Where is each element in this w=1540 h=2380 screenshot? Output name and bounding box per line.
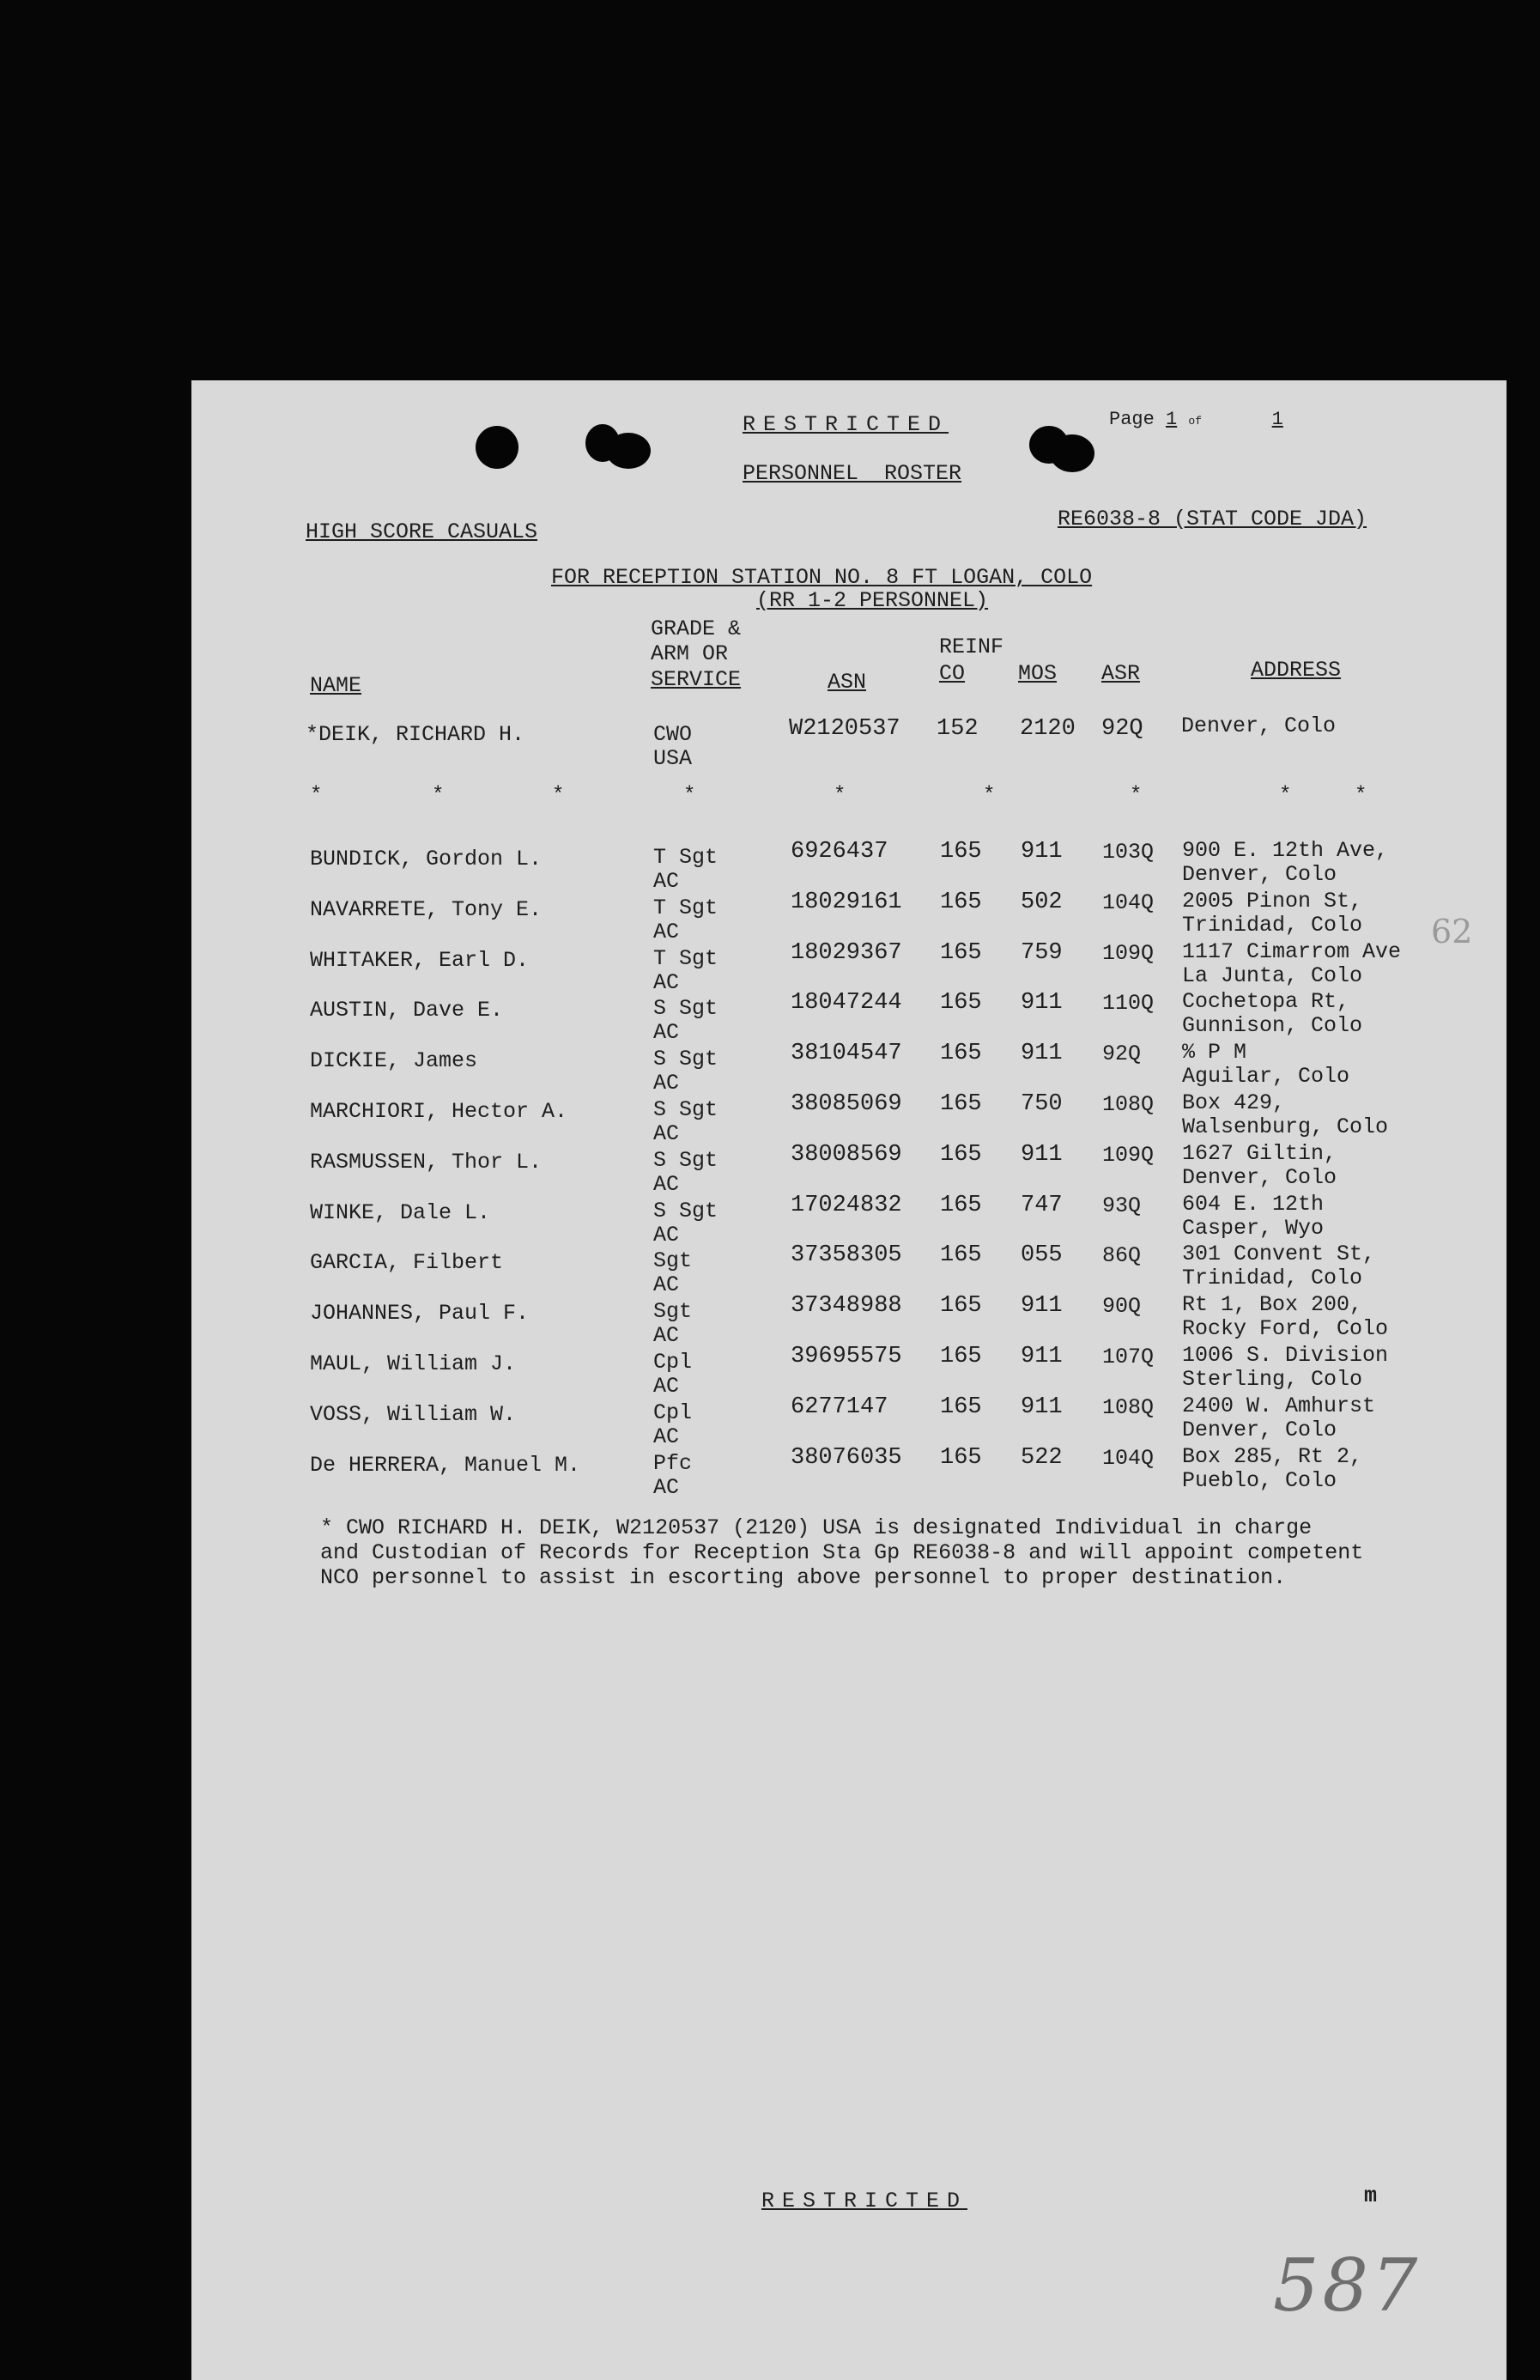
personnel-row	[191, 1140, 1507, 1198]
person-name: WHITAKER, Earl D.	[310, 947, 530, 973]
person-address-line-2: Trinidad, Colo	[1182, 912, 1363, 938]
person-grade: T Sgt	[653, 945, 718, 971]
classification-top: RESTRICTED	[743, 412, 949, 437]
person-grade: S Sgt	[653, 1147, 718, 1173]
person-address-line-2: Rocky Ford, Colo	[1182, 1316, 1389, 1342]
person-address-line-1: 1117 Cimarrom Ave	[1182, 938, 1402, 964]
person-asn: 6277147	[791, 1393, 888, 1420]
person-grade: Cpl	[653, 1350, 693, 1375]
person-grade: Cpl	[653, 1399, 693, 1425]
person-grade: T Sgt	[653, 845, 718, 870]
person-grade: S Sgt	[653, 996, 718, 1022]
person-address-line-2: Gunnison, Colo	[1182, 1013, 1363, 1039]
person-co: 165	[940, 1192, 982, 1218]
person-asr: 90Q	[1102, 1294, 1142, 1320]
person-mos: 911	[1021, 1293, 1063, 1320]
archive-number: 587	[1273, 2243, 1422, 2328]
page-indicator	[1109, 408, 1342, 434]
group-name: HIGH SCORE CASUALS	[306, 519, 538, 544]
group-code: RE6038-8 (STAT CODE JDA)	[1058, 507, 1367, 531]
person-address-line-2: Denver, Colo	[1182, 862, 1337, 887]
person-address-line-1: 301 Convent St,	[1182, 1242, 1376, 1267]
person-name: MAUL, William J.	[310, 1351, 517, 1376]
person-address-line-2: Denver, Colo	[1182, 1164, 1337, 1190]
person-mos: 911	[1021, 1393, 1063, 1420]
person-address-line-1: Cochetopa Rt,	[1182, 989, 1350, 1015]
person-address-line-2: Pueblo, Colo	[1182, 1467, 1337, 1493]
person-name: AUSTIN, Dave E.	[310, 998, 504, 1023]
officer-asr: 92Q	[1101, 716, 1143, 742]
officer-name: *DEIK, RICHARD H.	[306, 722, 525, 747]
page-number: 1	[1166, 409, 1178, 430]
person-mos: 055	[1021, 1242, 1063, 1269]
col-header-mos: MOS	[1018, 661, 1058, 686]
person-asr: 104Q	[1102, 1445, 1155, 1471]
person-asn: 38085069	[791, 1091, 902, 1117]
person-address-line-2: Casper, Wyo	[1182, 1215, 1325, 1241]
separator-star: *	[1279, 784, 1292, 807]
person-name: MARCHIORI, Hector A.	[310, 1099, 568, 1124]
person-address-line-2: Walsenburg, Colo	[1182, 1114, 1389, 1139]
person-address-line-1: Box 429,	[1182, 1090, 1286, 1115]
person-grade: Sgt	[653, 1248, 693, 1274]
person-branch: AC	[653, 869, 680, 894]
separator-star: *	[310, 784, 323, 807]
col-header-co: CO	[939, 661, 966, 686]
col-header-reinf: REINF	[939, 634, 1004, 659]
person-name: GARCIA, Filbert	[310, 1250, 504, 1276]
person-name: De HERRERA, Manuel M.	[310, 1452, 581, 1478]
col-header-grade-l3: SERVICE	[651, 667, 742, 692]
person-asr: 109Q	[1102, 1142, 1155, 1168]
person-asr: 104Q	[1102, 889, 1155, 915]
person-asn: 18029161	[791, 889, 902, 915]
person-asn: 37348988	[791, 1293, 902, 1320]
person-asr: 86Q	[1102, 1243, 1142, 1269]
separator-star: *	[1355, 784, 1367, 807]
person-asr: 92Q	[1102, 1041, 1142, 1067]
col-header-address: ADDRESS	[1251, 658, 1342, 683]
col-header-name: NAME	[310, 673, 362, 698]
margin-number: 62	[1431, 913, 1473, 950]
footnote-line-2: and Custodian of Records for Reception Sta Gp RE6038-8 and will appoint competent	[320, 1540, 1364, 1565]
person-asn: 6926437	[791, 839, 888, 865]
person-asn: 39695575	[791, 1344, 902, 1369]
person-co: 165	[940, 1344, 982, 1369]
officer-address: Denver, Colo	[1181, 713, 1337, 738]
person-co: 165	[940, 889, 982, 915]
person-mos: 759	[1021, 939, 1063, 966]
person-name: BUNDICK, Gordon L.	[310, 847, 543, 871]
person-mos: 522	[1021, 1444, 1063, 1471]
destination: FOR RECEPTION STATION NO. 8 FT LOGAN, COLO	[551, 565, 1093, 590]
person-co: 165	[940, 1041, 982, 1067]
person-grade: Sgt	[653, 1299, 693, 1325]
person-branch: AC	[653, 1474, 680, 1500]
person-address-line-1: 2005 Pinon St,	[1182, 888, 1363, 914]
footnote-line-3: NCO personnel to assist in escorting above personnel to proper destination.	[320, 1565, 1287, 1590]
officer-branch: USA	[653, 746, 693, 771]
person-address-line-2: Denver, Colo	[1182, 1417, 1337, 1442]
classification-bottom: RESTRICTED	[761, 2189, 968, 2213]
person-address-line-2: La Junta, Colo	[1182, 962, 1363, 988]
person-asn: 18029367	[791, 939, 902, 966]
person-asr: 110Q	[1102, 991, 1155, 1017]
sub-destination: (RR 1-2 PERSONNEL)	[756, 588, 989, 613]
person-branch: AC	[653, 919, 680, 944]
personnel-row	[191, 888, 1507, 945]
officer-grade: CWO	[653, 722, 693, 747]
person-co: 165	[940, 1444, 982, 1471]
separator-star: *	[432, 784, 445, 807]
person-branch: AC	[653, 1121, 680, 1146]
person-mos: 911	[1021, 1141, 1063, 1168]
person-asr: 108Q	[1102, 1394, 1155, 1420]
person-mos: 750	[1021, 1091, 1063, 1117]
separator-star: *	[552, 784, 565, 807]
person-branch: AC	[653, 1020, 680, 1046]
person-name: WINKE, Dale L.	[310, 1199, 491, 1225]
person-mos: 747	[1021, 1192, 1063, 1218]
personnel-row	[191, 838, 1507, 895]
personnel-row	[191, 1242, 1507, 1298]
person-asn: 37358305	[791, 1242, 902, 1269]
separator-star: *	[1130, 784, 1143, 807]
col-header-grade-l2: ARM OR	[651, 641, 729, 666]
person-mos: 911	[1021, 990, 1063, 1017]
page-total: 1	[1271, 409, 1283, 430]
roster-title: PERSONNEL ROSTER	[743, 461, 962, 486]
col-header-asr: ASR	[1101, 661, 1141, 686]
separator-star: *	[834, 784, 846, 807]
person-name: NAVARRETE, Tony E.	[310, 896, 543, 922]
person-asr: 103Q	[1102, 840, 1155, 865]
person-address-line-1: 1006 S. Division	[1182, 1343, 1389, 1368]
personnel-row	[191, 1393, 1507, 1450]
personnel-row	[191, 1343, 1507, 1399]
personnel-row	[191, 989, 1507, 1046]
person-co: 165	[940, 1141, 982, 1168]
person-name: DICKIE, James	[310, 1048, 478, 1074]
person-grade: S Sgt	[653, 1047, 718, 1072]
punch-hole-3	[606, 433, 651, 469]
person-grade: S Sgt	[653, 1198, 718, 1223]
person-branch: AC	[653, 1424, 680, 1449]
officer-co: 152	[937, 716, 979, 742]
separator-star: *	[983, 784, 996, 807]
roster-page	[191, 380, 1507, 2380]
person-address-line-2: Aguilar, Colo	[1182, 1064, 1350, 1090]
person-asn: 38008569	[791, 1141, 902, 1168]
person-address-line-1: Rt 1, Box 200,	[1182, 1292, 1363, 1318]
person-co: 165	[940, 1242, 982, 1269]
person-asr: 108Q	[1102, 1092, 1155, 1117]
person-co: 165	[940, 939, 982, 966]
person-address-line-1: Box 285, Rt 2,	[1182, 1443, 1363, 1469]
person-address-line-1: 604 E. 12th	[1182, 1191, 1325, 1217]
corner-mark: m	[1364, 2183, 1378, 2208]
separator-star: *	[683, 784, 696, 807]
person-asn: 38076035	[791, 1444, 902, 1471]
person-co: 165	[940, 839, 982, 865]
person-address-line-1: % P M	[1182, 1040, 1247, 1066]
personnel-row	[191, 1292, 1507, 1349]
person-co: 165	[940, 1393, 982, 1420]
person-branch: AC	[653, 1171, 680, 1197]
personnel-row	[191, 1090, 1507, 1147]
person-grade: T Sgt	[653, 895, 718, 920]
col-header-asn: ASN	[828, 670, 867, 695]
person-co: 165	[940, 990, 982, 1017]
person-grade: Pfc	[653, 1450, 693, 1476]
person-mos: 502	[1021, 889, 1063, 915]
person-branch: AC	[653, 1222, 680, 1248]
page-of: of	[1188, 415, 1203, 428]
footnote-line-1: * CWO RICHARD H. DEIK, W2120537 (2120) USA is designated Individual in charge	[320, 1515, 1313, 1540]
personnel-row	[191, 938, 1507, 996]
person-address-line-1: 1627 Giltin,	[1182, 1140, 1337, 1166]
punch-hole-1	[476, 426, 518, 469]
officer-asn: W2120537	[789, 716, 900, 742]
person-address-line-2: Trinidad, Colo	[1182, 1266, 1363, 1291]
person-mos: 911	[1021, 1344, 1063, 1369]
person-asr: 107Q	[1102, 1345, 1155, 1369]
officer-mos: 2120	[1020, 716, 1076, 742]
person-co: 165	[940, 1091, 982, 1117]
person-name: JOHANNES, Paul F.	[310, 1301, 530, 1327]
page-label: Page	[1109, 409, 1155, 430]
person-name: VOSS, William W.	[310, 1401, 517, 1427]
person-co: 165	[940, 1293, 982, 1320]
person-branch: AC	[653, 969, 680, 995]
officer-row	[191, 713, 1507, 772]
punch-hole-5	[1050, 434, 1094, 472]
personnel-row	[191, 1443, 1507, 1501]
person-asr: 109Q	[1102, 940, 1155, 966]
person-address-line-2: Sterling, Colo	[1182, 1367, 1363, 1392]
person-mos: 911	[1021, 1041, 1063, 1067]
personnel-row	[191, 1191, 1507, 1248]
person-grade: S Sgt	[653, 1097, 718, 1122]
person-branch: AC	[653, 1071, 680, 1096]
person-address-line-1: 2400 W. Amhurst	[1182, 1393, 1376, 1418]
person-address-line-1: 900 E. 12th Ave,	[1182, 838, 1389, 863]
person-asn: 17024832	[791, 1192, 902, 1218]
person-branch: AC	[653, 1272, 680, 1298]
person-name: RASMUSSEN, Thor L.	[310, 1149, 543, 1175]
personnel-row	[191, 1040, 1507, 1096]
person-mos: 911	[1021, 839, 1063, 865]
person-branch: AC	[653, 1323, 680, 1349]
col-header-grade-l1: GRADE &	[651, 616, 742, 641]
person-asn: 38104547	[791, 1041, 902, 1067]
person-asn: 18047244	[791, 990, 902, 1017]
person-branch: AC	[653, 1374, 680, 1399]
person-asr: 93Q	[1102, 1193, 1142, 1218]
